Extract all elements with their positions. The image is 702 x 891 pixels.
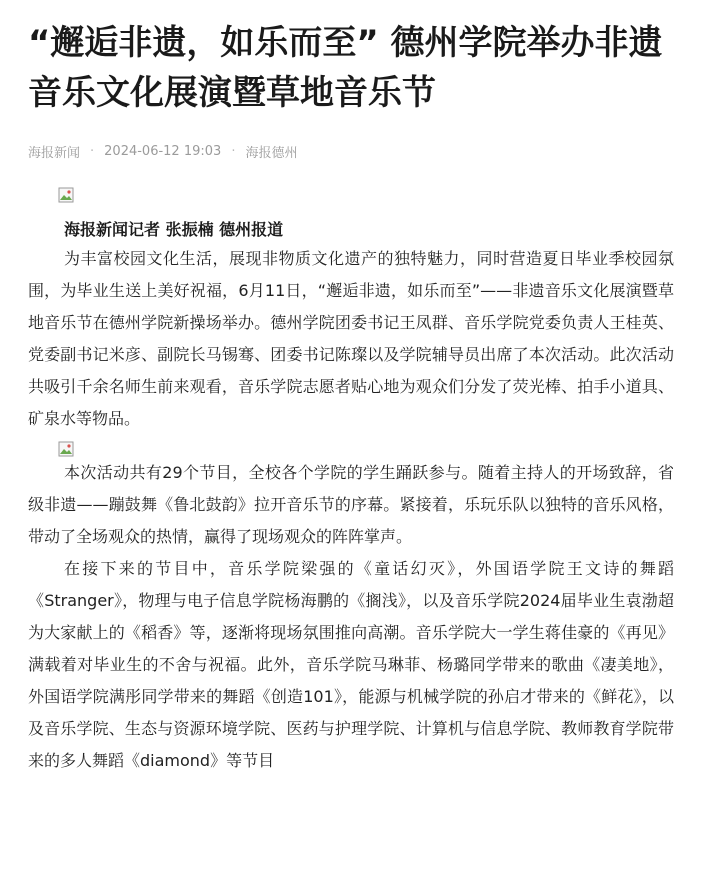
article-paragraph: 本次活动共有29个节目，全校各个学院的学生踊跃参与。随着主持人的开场致辞，省级非遗——蹦鼓舞《鲁北鼓韵》拉开音乐节的序幕。紧接着，乐玩乐队以独特的音乐风格，带动了全场观众的热情，赢得了现场观众的阵阵掌声。 (28, 463, 674, 546)
meta-separator: · (90, 144, 95, 159)
publish-datetime: 2024-06-12 19:03 (104, 144, 222, 159)
article-byline: 海报新闻记者 张振楠 德州报道 (64, 220, 284, 239)
article-title: “邂逅非遗，如乐而至” 德州学院举办非遗音乐文化展演暨草地音乐节 (28, 23, 663, 113)
source-link[interactable]: 海报新闻 (28, 146, 81, 161)
article-paragraph: 为丰富校园文化生活，展现非物质文化遗产的独特魅力，同时营造夏日毕业季校园氛围，为毕业生送上美好祝福，6月11日，“邂逅非遗，如乐而至”——非遗音乐文化展演暨草地音乐节在德州学院新操场举办。德州学院团委书记王凤群、音乐学院党委负责人王桂英、党委副书记米彦、副院长马锡骞、团委书记陈璨以及学院辅导员出席了本次活动。此次活动共吸引千余名师生前来观看，音乐学院志愿者贴心地为观众们分发了荧光棒、拍手小道具、矿泉水等物品。 (28, 249, 674, 428)
channel-link[interactable]: 海报德州 (245, 146, 298, 161)
broken-image-icon (58, 187, 74, 203)
meta-separator: · (231, 144, 236, 159)
article-paragraph: 在接下来的节目中，音乐学院梁强的《童话幻灭》，外国语学院王文诗的舞蹈《Stranger》，物理与电子信息学院杨海鹏的《搁浅》，以及音乐学院2024届毕业生袁渤超为大家献上的《稻香》等，逐渐将现场氛围推向高潮。音乐学院大一学生蒋佳豪的《再见》满载着对毕业生的不舍与祝福。此外，音乐学院马琳菲、杨璐同学带来的歌曲《凄美地》，外国语学院满彤同学带来的舞蹈《创造101》，能源与机械学院的孙启才带来的《鲜花》，以及音乐学院、生态与资源环境学院、医药与护理学院、计算机与信息学院、教师教育学院带来的多人舞蹈《diamond》等节目 (28, 559, 674, 770)
broken-image-icon (58, 441, 74, 457)
article-meta (28, 142, 674, 161)
